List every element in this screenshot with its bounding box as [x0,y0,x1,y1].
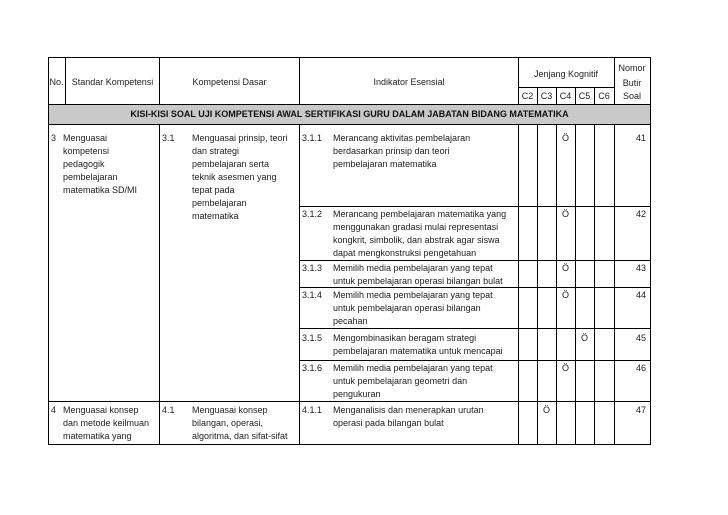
indicator-line: operasi pada bilangan bulat [333,418,444,428]
indicator-line: pembelajaran matematika untuk mencapai [333,346,503,356]
grid-line-section [48,401,651,402]
grid-line-col [614,57,615,104]
indicator-line: Merancang aktivitas pembelajaran [333,133,471,143]
indicator-line: menggunakan gradasi mulai representasi [333,222,499,232]
indicator-code: 3.1.3 [302,263,323,273]
nomor-soal: 41 [635,133,646,143]
header-nomor-line1: Nomor [618,63,646,73]
standar-line: matematika yang [63,431,132,441]
check-mark: Ö [561,290,569,300]
header-jenjang-kognitif: Jenjang Kognitif [533,69,599,79]
grid-line-left [48,57,49,445]
indicator-line: Merancang pembelajaran matematika yang [333,209,507,219]
grid-line-row [300,260,651,261]
header-indikator-esensial: Indikator Esensial [373,77,445,87]
header-nomor-line2: Butir [622,78,642,88]
indicator-line: untuk pembelajaran geometri dan [333,376,468,386]
grid-line-row [300,328,651,329]
indicator-line: untuk pembelajaran operasi bilangan bulat [333,276,503,286]
kd-line: dan strategi [192,146,240,156]
grid-line-col [537,124,538,445]
grid-line-row [300,287,651,288]
kd-code: 3.1 [162,133,175,143]
kd-line: teknik asesmen yang [192,172,277,182]
grid-line-col [575,87,576,104]
grid-line-header-bottom [48,104,651,105]
check-mark: Ö [561,133,569,143]
standar-line: kompetensi [63,146,110,156]
grid-line-col [518,57,519,104]
grid-line-col [594,87,595,104]
grid-line-col [537,87,538,104]
indicator-line: pembelajaran matematika [333,159,437,169]
indicator-line: Mengombinasikan beragam strategi [333,333,477,343]
kd-code: 4.1 [162,405,175,415]
grid-line-col [299,124,300,445]
indicator-line: Memilih media pembelajaran yang tepat [333,290,493,300]
kd-line: pembelajaran [192,198,247,208]
check-mark: Ö [561,263,569,273]
nomor-soal: 46 [635,363,646,373]
grid-line-right [650,57,651,445]
nomor-soal: 42 [635,209,646,219]
nomor-soal: 47 [635,405,646,415]
grid-line-col [159,124,160,445]
header-standar-kompetensi: Standar Kompetensi [71,77,154,87]
standar-line: matematika SD/MI [63,185,138,195]
grid-line-row [300,206,651,207]
nomor-soal: 44 [635,290,646,300]
indicator-code: 3.1.2 [302,209,323,219]
header-level-c3: C3 [540,91,553,101]
check-mark: Ö [561,363,569,373]
grid-line-col [159,57,160,104]
check-mark: Ö [561,209,569,219]
header-kompetensi-dasar: Kompetensi Dasar [192,77,267,87]
grid-line-top [48,57,651,58]
grid-line-col [556,87,557,104]
indicator-line: Menganalisis dan menerapkan urutan [333,405,484,415]
kd-line: matematika [192,211,239,221]
grid-line-band-bottom [48,124,651,125]
indicator-line: untuk pembelajaran operasi bilangan [333,303,481,313]
header-level-c6: C6 [598,91,610,101]
kd-line: pembelajaran serta [192,159,270,169]
standar-line: pembelajaran [63,172,118,182]
indicator-line: kongkrit, simbolik, dan abstrak agar siswa [333,235,500,245]
section-no: 3 [51,133,57,143]
indicator-line: Memilih media pembelajaran yang tepat [333,263,493,273]
standar-line: Menguasai konsep [63,405,139,415]
grid-line-col [614,124,615,445]
grid-line-bottom [48,444,651,445]
grid-line-col [556,124,557,445]
check-mark: Ö [542,405,550,415]
kd-line: algoritma, dan sifat-sifat [192,431,288,441]
indicator-line: berdasarkan prinsip dan teori [333,146,450,156]
standar-line: dan metode keilmuan [63,418,150,428]
kd-line: tepat pada [192,185,235,195]
grid-line-col [518,124,519,445]
header-level-c5: C5 [578,91,591,101]
indicator-code: 3.1.5 [302,333,323,343]
grid-line-col [299,57,300,104]
section-no: 4 [51,405,57,415]
indicator-line: pengukuran [333,389,381,399]
indicator-line: Memilih media pembelajaran yang tepat [333,363,493,373]
standar-line: Menguasai [63,133,108,143]
nomor-soal: 43 [635,263,646,273]
grid-line-col [575,124,576,445]
kd-line: Menguasai prinsip, teori [192,133,288,143]
nomor-soal: 45 [635,333,646,343]
indicator-code: 3.1.1 [302,133,323,143]
kd-line: Menguasai konsep [192,405,268,415]
kd-line: bilangan, operasi, [192,418,264,428]
indicator-code: 3.1.4 [302,290,323,300]
indicator-code: 4.1.1 [302,405,323,415]
header-no: No. [49,77,64,87]
band-title: KISI-KISI SOAL UJI KOMPETENSI AWAL SERTIFIKASI GURU DALAM JABATAN BIDANG MATEMATIKA [130,109,569,119]
check-mark: Ö [580,333,588,343]
standar-line: pedagogik [63,159,105,169]
indicator-code: 3.1.6 [302,363,323,373]
grid-line-col [65,57,66,104]
header-level-c4: C4 [559,91,572,101]
header-level-c2: C2 [521,91,534,101]
grid-line-row [300,360,651,361]
grid-line-col [594,124,595,445]
indicator-line: dapat mengkonstruksi pengetahuan [333,248,477,258]
indicator-line: pecahan [333,316,368,326]
grid-line-jenjang [518,87,614,88]
header-nomor-line3: Soal [622,91,641,101]
